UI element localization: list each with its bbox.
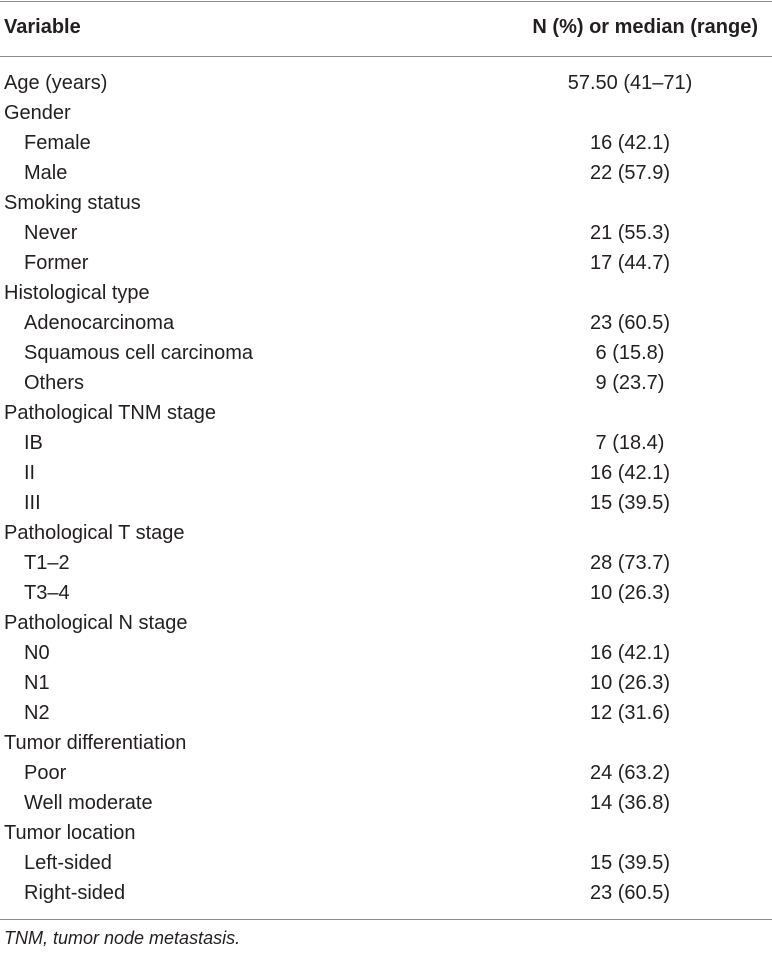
- row-value: 10 (26.3): [589, 672, 671, 694]
- table-row: [0, 458, 772, 488]
- row-label: N2: [24, 702, 50, 724]
- row-label: Poor: [24, 762, 67, 784]
- row-value: 24 (63.2): [589, 762, 671, 784]
- row-label: IB: [24, 432, 43, 454]
- row-label: Tumor location: [4, 822, 136, 844]
- table-row: [0, 698, 772, 728]
- table-row: [0, 548, 772, 578]
- table-row: [0, 848, 772, 878]
- row-value: 16 (42.1): [589, 642, 671, 664]
- table-group-row: [0, 728, 772, 758]
- row-value: 12 (31.6): [589, 702, 671, 724]
- table-row: [0, 878, 772, 908]
- table-row: [0, 758, 772, 788]
- row-label: Histological type: [4, 282, 150, 304]
- table-group-row: [0, 398, 772, 428]
- table-row: [0, 428, 772, 458]
- row-label: Pathological N stage: [4, 612, 188, 634]
- row-value: 6 (15.8): [595, 342, 665, 364]
- row-label: Adenocarcinoma: [24, 312, 175, 334]
- row-label: II: [24, 462, 36, 484]
- row-value: 16 (42.1): [589, 132, 671, 154]
- table-row: [0, 788, 772, 818]
- row-label: N0: [24, 642, 50, 664]
- table-group-row: [0, 608, 772, 638]
- row-label: N1: [24, 672, 50, 694]
- table-header: [0, 0, 772, 57]
- row-value: 16 (42.1): [589, 462, 671, 484]
- row-label: Gender: [4, 102, 71, 124]
- row-value: 23 (60.5): [589, 882, 671, 904]
- row-value: 23 (60.5): [589, 312, 671, 334]
- row-label: Former: [24, 252, 89, 274]
- table-group-row: [0, 68, 772, 98]
- table-row: [0, 248, 772, 278]
- row-value: 7 (18.4): [595, 432, 665, 454]
- row-value: 17 (44.7): [589, 252, 671, 274]
- row-value: 10 (26.3): [589, 582, 671, 604]
- row-label: Never: [24, 222, 78, 244]
- header-value: N (%) or median (range): [532, 16, 758, 38]
- table-body: [0, 68, 772, 908]
- row-value: 14 (36.8): [589, 792, 671, 814]
- table-row: [0, 638, 772, 668]
- row-label: Squamous cell carcinoma: [24, 342, 253, 364]
- table-group-row: [0, 98, 772, 128]
- row-value: 57.50 (41–71): [567, 72, 693, 94]
- row-label: Pathological TNM stage: [4, 402, 216, 424]
- row-label: Female: [24, 132, 91, 154]
- row-label: Pathological T stage: [4, 522, 185, 544]
- row-label: III: [24, 492, 41, 514]
- row-label: Male: [24, 162, 68, 184]
- bottom-rule: [0, 919, 772, 920]
- row-value: 9 (23.7): [595, 372, 665, 394]
- header-rule: [0, 56, 772, 57]
- row-label: T1–2: [24, 552, 70, 574]
- header-variable: Variable: [4, 16, 81, 38]
- row-label: Well moderate: [24, 792, 153, 814]
- table-footnote: TNM, tumor node metastasis.: [4, 928, 241, 948]
- table-row: [0, 668, 772, 698]
- table-group-row: [0, 278, 772, 308]
- table-row: [0, 308, 772, 338]
- row-value: 15 (39.5): [589, 852, 671, 874]
- table-row: [0, 218, 772, 248]
- row-value: 22 (57.9): [589, 162, 671, 184]
- row-label: T3–4: [24, 582, 70, 604]
- row-value: 15 (39.5): [589, 492, 671, 514]
- row-value: 21 (55.3): [589, 222, 671, 244]
- row-label: Smoking status: [4, 192, 141, 214]
- table-row: [0, 368, 772, 398]
- row-label: Right-sided: [24, 882, 126, 904]
- row-value: 28 (73.7): [589, 552, 671, 574]
- table-row: [0, 578, 772, 608]
- row-label: Age (years): [4, 72, 108, 94]
- table-row: [0, 488, 772, 518]
- table-row: [0, 338, 772, 368]
- table-row: [0, 158, 772, 188]
- row-label: Left-sided: [24, 852, 112, 874]
- table-row: [0, 128, 772, 158]
- row-label: Others: [24, 372, 85, 394]
- table-group-row: [0, 188, 772, 218]
- table-group-row: [0, 818, 772, 848]
- row-label: Tumor differentiation: [4, 732, 187, 754]
- table-group-row: [0, 518, 772, 548]
